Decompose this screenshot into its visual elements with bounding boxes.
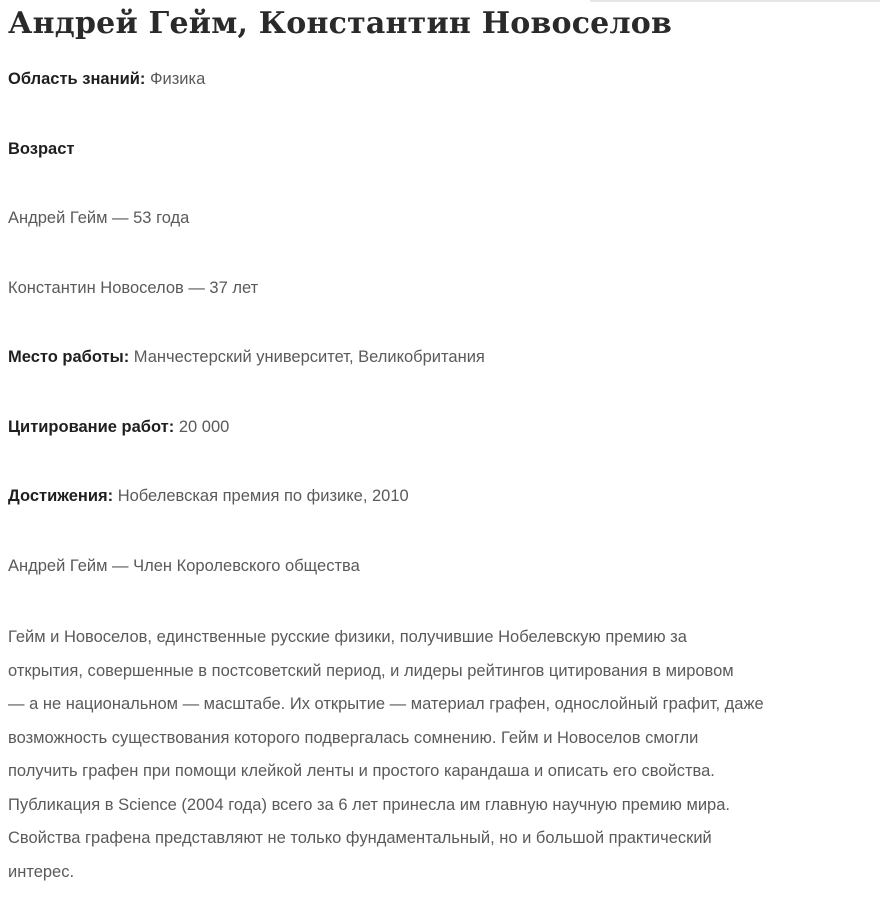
description-paragraph bbox=[8, 621, 880, 889]
paragraph-line: Свойства графена представляют не только фундаментальный, но и большой практический bbox=[8, 829, 712, 847]
paragraph-line: — а не национальном — масштабе. Их открытие — материал графен, однослойный графит, даже bbox=[8, 695, 764, 713]
age-heading: Возраст bbox=[8, 140, 75, 158]
achievements-row bbox=[8, 484, 409, 508]
field-row bbox=[8, 67, 205, 91]
citations-label: Цитирование работ: bbox=[8, 418, 175, 436]
workplace-value: Манчестерский университет, Великобритания bbox=[133, 348, 485, 366]
age-novoselov: Константин Новоселов — 37 лет bbox=[8, 279, 259, 297]
paragraph-line: получить графен при помощи клейкой ленты и простого карандаша и описать его свойства. bbox=[8, 762, 715, 780]
paragraph-line: Гейм и Новоселов, единственные русские физики, получившие Нобелевскую премию за bbox=[8, 628, 687, 646]
workplace-row bbox=[8, 345, 485, 369]
citations-row bbox=[8, 415, 229, 439]
top-divider bbox=[590, 0, 880, 2]
paragraph-line: Публикация в Science (2004 года) всего за 6 лет принесла им главную научную премию мира. bbox=[8, 795, 730, 814]
achievements-label: Достижения: bbox=[8, 487, 114, 505]
field-label: Область знаний: bbox=[8, 70, 146, 88]
field-value: Физика bbox=[149, 70, 206, 88]
paragraph-line: открытия, совершенные в постсоветский период, и лидеры рейтингов цитирования в мировом bbox=[8, 661, 734, 680]
achievements-value: Нобелевская премия по физике, 2010 bbox=[117, 487, 409, 505]
paragraph-line: интерес. bbox=[8, 862, 75, 881]
workplace-label: Место работы: bbox=[8, 348, 130, 366]
citations-value: 20 000 bbox=[178, 418, 230, 436]
paragraph-line: возможность существования которого подвергалась сомнению. Гейм и Новоселов смогли bbox=[8, 728, 699, 747]
age-geim: Андрей Гейм — 53 года bbox=[8, 209, 190, 227]
page-title: Андрей Гейм, Константин Новоселов bbox=[8, 6, 673, 41]
royal-society-line: Андрей Гейм — Член Королевского общества bbox=[8, 557, 360, 575]
